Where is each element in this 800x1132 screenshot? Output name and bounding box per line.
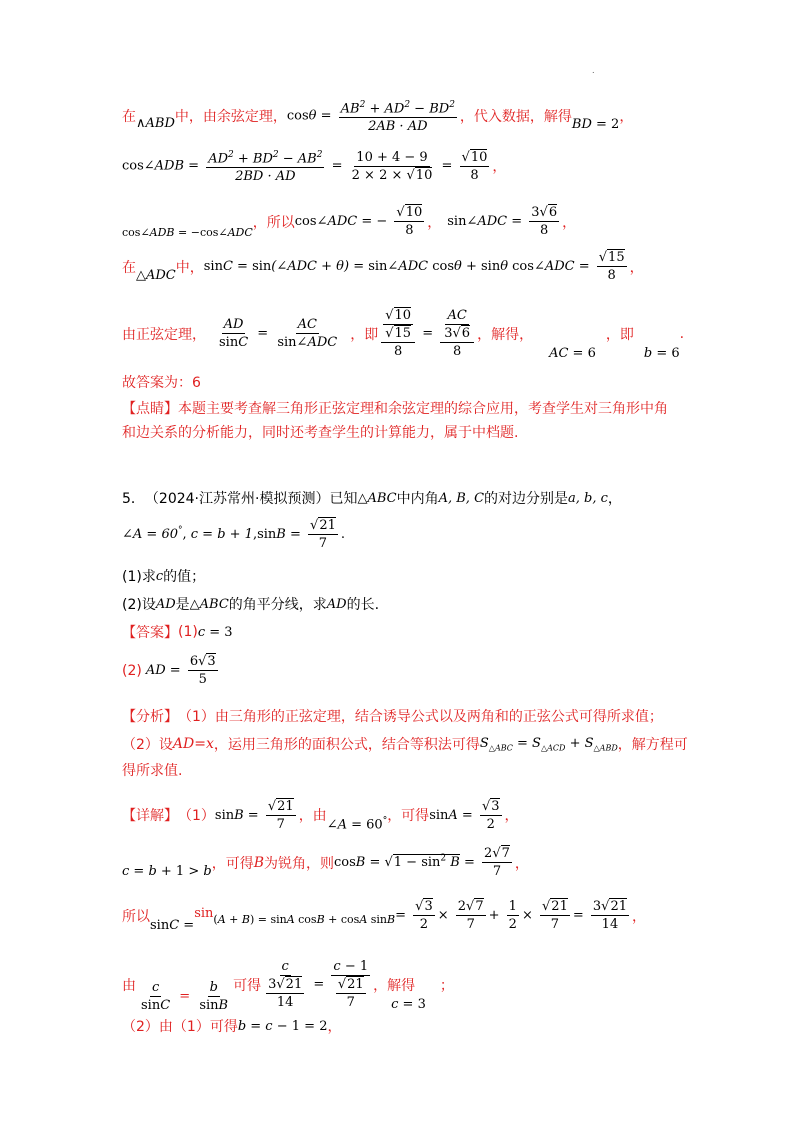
detail-line-3 [122,898,646,933]
math-angle-a: ∠A = 60° [326,816,388,833]
line-cos-adb [122,148,506,184]
math-sine-law: $\frac{c}{\sin C}$ = $\frac{b}{\sin B}$ [141,980,229,1013]
text: ，解得 [373,977,416,994]
math-sin-b: sinB = $\frac{√21}{7}$ [214,798,294,832]
answer-label: 【答案】 [122,625,178,641]
text: (2)设 [122,597,156,613]
text: 中内角 [396,491,439,507]
math-angles: A, B, C [438,490,485,506]
text: ，运用三角形的面积公式，结合等积法可得 [213,737,480,753]
page-dot: . [592,66,595,75]
text: ， [607,491,622,507]
text: ，即 [350,326,379,343]
math-area-sum: $S_{\triangle ABC} = S_{\triangle ACD} + S_{\triangle ABD}$ [479,735,618,753]
math-ad: AD [326,596,347,612]
question-5-line-2 [122,518,345,551]
text: 为锐角，则 [264,855,334,872]
comment-label: 【点睛】 [122,401,178,417]
text: 可得 [233,977,262,994]
line-cos-adc [122,204,576,239]
text: ； [439,977,454,994]
question-5-line-1 [122,488,622,508]
math-sin-c-value: = $\frac{√3}{2}$ × $\frac{2√7}{7}$ + $\frac{1}{2}$ × $\frac{√21}{7}$ = $\frac{3√21}{14}$ [395,899,627,932]
math-sides: a, b, c [568,490,608,506]
text: (2) [122,662,142,679]
question-source: （2024·江苏常州·模拟预测） [144,491,330,507]
text: ， [504,808,519,825]
line-sin-c [122,250,644,283]
text: ， [562,214,577,231]
text: ，即 [605,326,634,343]
analysis-line-2 [122,734,688,754]
text: (1)求 [122,569,156,585]
text: ，代入数据，解得 [459,109,572,126]
answer-line: 故答案为：6 [122,375,201,391]
math-conditions: ∠A = 60°, c = b + 1,sinB = $\frac{√21}{7}$ . [122,518,345,551]
detail-line-5 [122,1016,341,1036]
analysis-label: 【分析】 [122,709,178,725]
text: 本题主要考查解三角形正弦定理和余弦定理的综合应用，考查学生对三角形中角 [178,401,668,417]
question-5-part-1 [122,566,205,586]
text: ， [632,908,646,925]
math-cos-theta: cosθ = $\frac{AB^2 + AD^2 - BD^2}{2AB \cdot AD}$ [286,100,455,135]
detail-line-2 [122,846,529,879]
comment-line-2: 和边关系的分析能力，同时还考查学生的计算能力，属于中档题. [122,425,519,441]
math-b-value: b = 6 [643,346,680,361]
text: ， [427,214,442,231]
math-c-equals-3: c = 3 [197,624,233,640]
math-sin-a: sinA = $\frac{√3}{2}$ [429,798,500,832]
math-ad-x: AD=x [172,736,214,752]
text: 中， [175,259,204,276]
text: （1） [178,808,215,825]
math-cos-relation: cos∠ADB = −cos∠ADC [122,226,253,239]
text: ， [327,1019,342,1035]
text: 的对边分别是 [484,491,569,507]
text: ，解方程可 [617,737,688,753]
math-cos-adb: cos∠ADB = $\frac{AD^2 + BD^2 - AB^2}{2BD \cdot AD}$ = $\frac{10 + 4 - 9}{2 \times 2 \times √10}$ = $\frac{√10}{8}$ [122,149,488,185]
math-ad-value: AD = $\frac{6√3}{5}$ [145,654,216,687]
math-cos-b: $\cos B = √1 - \sin^2 B$ = $\frac{2√7}{7}$ [334,846,510,879]
text: 由 [122,977,136,994]
text: ， [514,855,529,872]
text: 的角平分线，求 [228,597,327,613]
text: 由正弦定理， [122,326,206,343]
text: ，由 [298,808,327,825]
text: 所以 [122,908,150,925]
math-sin-c-expansion: sinC = sin(∠ADC + θ) = sin∠ADC cosθ + sinθ cos∠ADC = $\frac{√15}{8}$ [203,250,625,283]
math-triangle-adc: △ADC [136,268,176,283]
text: ， [619,109,634,126]
math-c-equals-3: c = 3 [391,997,426,1012]
math-b: B [253,854,264,871]
text: 已知 [329,491,358,507]
text: （1）由三角形的正弦定理，结合诱导公式以及两角和的正弦公式可得所求值； [178,709,663,725]
text: . [679,325,685,342]
math-b-equals-2: b = c − 1 = 2 [237,1018,328,1034]
math-cos-adc-value: cos∠ADC = − $\frac{√10}{8}$ [294,205,423,238]
text: (1) [178,624,198,640]
detail-label: 【详解】 [122,808,178,825]
text: 是 [175,597,190,613]
question-number: 5． [122,491,145,507]
answer-part-1 [122,622,233,642]
line-law-of-sines [122,306,684,361]
math-bd-value: BD = 2 [571,116,620,132]
math-c-gt-b: c = b + 1 > b [122,864,212,879]
math-triangle-abc: △ABC [357,490,397,506]
math-ratio-substituted: $\frac{\frac{√10}{√15}}{8}$ = $\frac{\frac{AC}{3√6}}{8}$ [378,308,477,359]
text: ，可得 [211,855,254,872]
answer-part-2 [122,654,221,687]
math-triangle-abc: △ABC [189,596,229,612]
text: ，解得， [477,326,534,343]
math-c: c [155,568,164,584]
text: （2）由（1）可得 [122,1019,238,1035]
question-5-part-2 [122,594,379,614]
math-ad: AD [155,596,176,612]
detail-line-1 [122,798,519,832]
text: ，所以 [252,214,295,231]
text: 在 [122,109,136,126]
text: 中，由余弦定理， [174,109,287,126]
analysis-line-3: 得所求值. [122,763,183,779]
text: 的值； [163,569,206,585]
math-sin-c-label: sinC = [150,918,195,933]
text: （2）设 [122,737,173,753]
text: ，可得 [387,808,430,825]
analysis-line-1 [122,706,663,726]
math-triangle-abd: ∧ABD [136,115,175,131]
text: 在 [122,259,136,276]
math-sin-adc-value: sin∠ADC = $\frac{3√6}{8}$ [447,205,558,238]
text: ， [492,159,507,176]
math-sin-c-sum: sin(A + B) = sinA cosB + cosA sinB [194,905,396,926]
math-ac-value: AC = 6 [549,346,596,361]
detail-line-4 [122,956,454,1013]
math-sine-ratio: $\frac{AD}{\sin C}$ = $\frac{AC}{\text{sin∠ADC}}$ [219,317,338,350]
math-c-equation: $\frac{c}{\frac{3√21}{14}}$ = $\frac{c - 1}{\frac{√21}{7}}$ [268,959,369,1010]
text: 的长. [346,597,380,613]
comment-line-1 [122,398,668,418]
text: ， [629,259,644,276]
line-law-of-cosines [122,98,633,134]
